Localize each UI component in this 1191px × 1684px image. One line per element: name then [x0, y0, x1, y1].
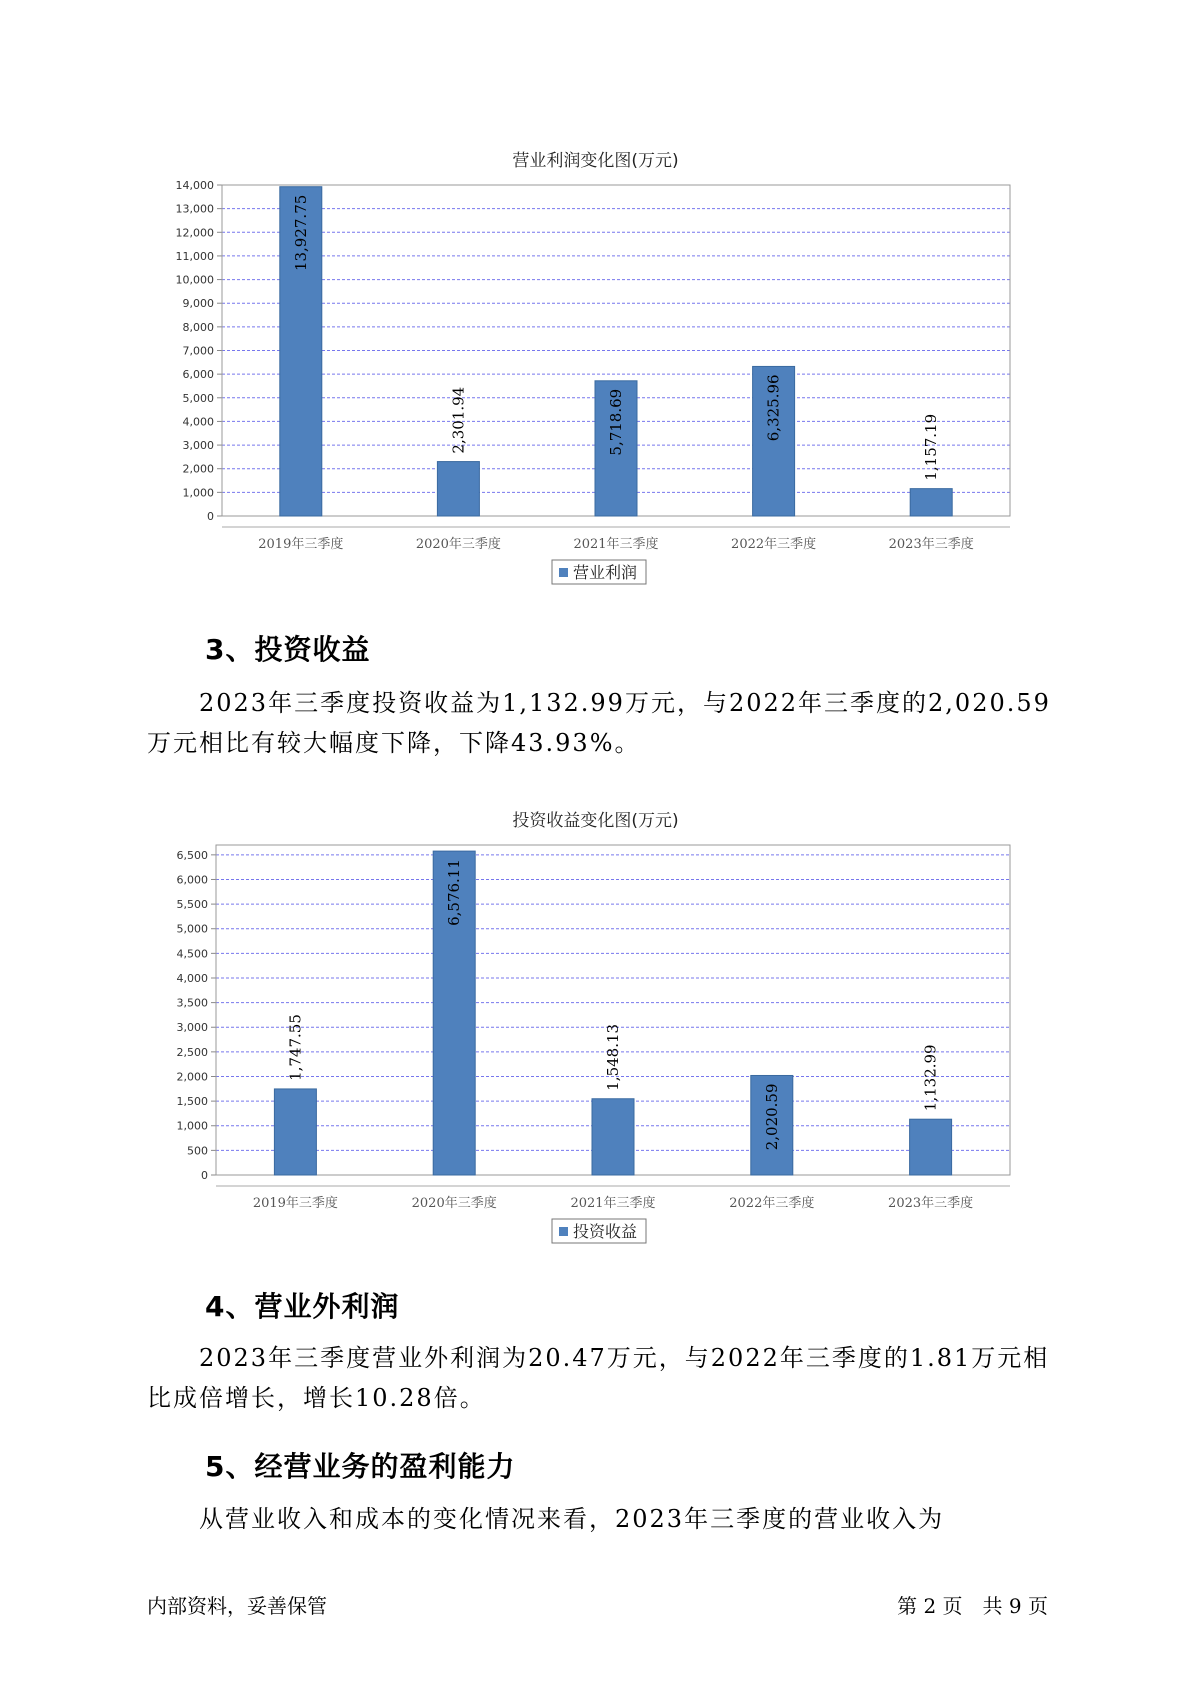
x-tick-label: 2019年三季度 [252, 1196, 338, 1211]
x-tick-label: 2021年三季度 [570, 1196, 656, 1211]
bar-value-label: 5,718.69 [607, 388, 625, 456]
y-tick-label: 4,000 [182, 415, 214, 429]
x-tick-label: 2020年三季度 [415, 537, 501, 552]
y-tick-label: 14,000 [175, 179, 214, 192]
paragraph-line: 比成倍增长，增长10.28倍。 [147, 1384, 486, 1412]
y-tick-label: 3,500 [176, 996, 208, 1010]
footer-confidential-note: 内部资料，妥善保管 [147, 1594, 327, 1618]
bar-value-label: 2,020.59 [762, 1083, 781, 1151]
y-tick-label: 12,000 [175, 226, 214, 240]
y-tick-label: 10,000 [175, 273, 214, 287]
y-tick-label: 11,000 [175, 249, 214, 263]
y-tick-label: 4,000 [176, 971, 208, 985]
x-tick-label: 2022年三季度 [731, 537, 817, 552]
bar [910, 1119, 952, 1175]
section-heading-investment-income: 3、投资收益 [205, 633, 371, 666]
y-tick-label: 3,000 [182, 439, 214, 453]
x-tick-label: 2022年三季度 [729, 1196, 815, 1211]
x-tick-label: 2023年三季度 [888, 1196, 974, 1211]
bar-value-label: 13,927.75 [291, 194, 310, 272]
legend-swatch [559, 1227, 568, 1236]
y-tick-label: 5,000 [176, 922, 208, 936]
bar-value-label: 1,548.13 [604, 1023, 622, 1091]
non-operating-profit-paragraph [147, 1338, 1067, 1418]
operating-profit-chart [0, 170, 1191, 590]
y-tick-label: 6,000 [176, 873, 208, 887]
footer-page-number: 第 2 页 共 9 页 [897, 1594, 1048, 1618]
y-tick-label: 3,000 [176, 1021, 208, 1035]
y-tick-label: 1,000 [176, 1119, 208, 1133]
paragraph-line: 从营业收入和成本的变化情况来看，2023年三季度的营业收入为 [199, 1505, 945, 1533]
y-tick-label: 6,000 [182, 368, 214, 382]
chart1-title: 营业利润变化图(万元) [512, 151, 679, 171]
x-tick-label: 2020年三季度 [411, 1196, 497, 1211]
y-tick-label: 2,000 [176, 1070, 208, 1084]
y-tick-label: 13,000 [175, 202, 214, 216]
bar-value-label: 1,157.19 [922, 413, 941, 481]
bar-value-label: 1,747.55 [286, 1014, 305, 1081]
bar-value-label: 2,301.94 [449, 386, 468, 454]
legend-label: 投资收益 [573, 1222, 638, 1241]
bar [592, 1099, 634, 1175]
y-tick-label: 0 [201, 1169, 208, 1182]
section-heading-non-operating-profit: 4、营业外利润 [205, 1290, 400, 1323]
bar [910, 489, 952, 516]
y-tick-label: 9,000 [182, 297, 214, 311]
y-tick-label: 1,000 [182, 486, 214, 500]
y-tick-label: 6,500 [176, 848, 208, 862]
chart2-title: 投资收益变化图(万元) [512, 811, 679, 831]
y-tick-label: 2,500 [176, 1045, 208, 1059]
section-heading-profitability: 5、经营业务的盈利能力 [205, 1450, 516, 1483]
bar [274, 1089, 316, 1175]
y-tick-label: 8,000 [182, 320, 214, 334]
y-tick-label: 4,500 [176, 947, 208, 961]
profitability-paragraph [147, 1499, 1067, 1539]
y-tick-label: 500 [187, 1144, 208, 1158]
paragraph-line: 2023年三季度营业外利润为20.47万元，与2022年三季度的1.81万元相 [199, 1344, 1050, 1372]
paragraph-line: 2023年三季度投资收益为1,132.99万元，与2022年三季度的2,020.59 [199, 689, 1051, 717]
x-tick-label: 2019年三季度 [258, 537, 344, 552]
x-tick-label: 2023年三季度 [888, 537, 974, 552]
legend-label: 营业利润 [573, 563, 638, 582]
y-tick-label: 1,500 [176, 1095, 208, 1109]
y-tick-label: 2,000 [182, 462, 214, 476]
bar-value-label: 6,576.11 [445, 859, 464, 926]
y-tick-label: 0 [207, 510, 214, 523]
investment-income-chart [0, 830, 1191, 1250]
x-tick-label: 2021年三季度 [573, 537, 659, 552]
y-tick-label: 5,000 [182, 391, 214, 405]
investment-income-paragraph [147, 683, 1067, 763]
bar-value-label: 1,132.99 [921, 1044, 940, 1112]
bar [437, 462, 479, 516]
paragraph-line: 万元相比有较大幅度下降，下降43.93%。 [147, 729, 641, 757]
legend-swatch [559, 568, 568, 577]
y-tick-label: 5,500 [176, 898, 208, 912]
bar-value-label: 6,325.96 [764, 374, 783, 442]
y-tick-label: 7,000 [182, 344, 214, 358]
